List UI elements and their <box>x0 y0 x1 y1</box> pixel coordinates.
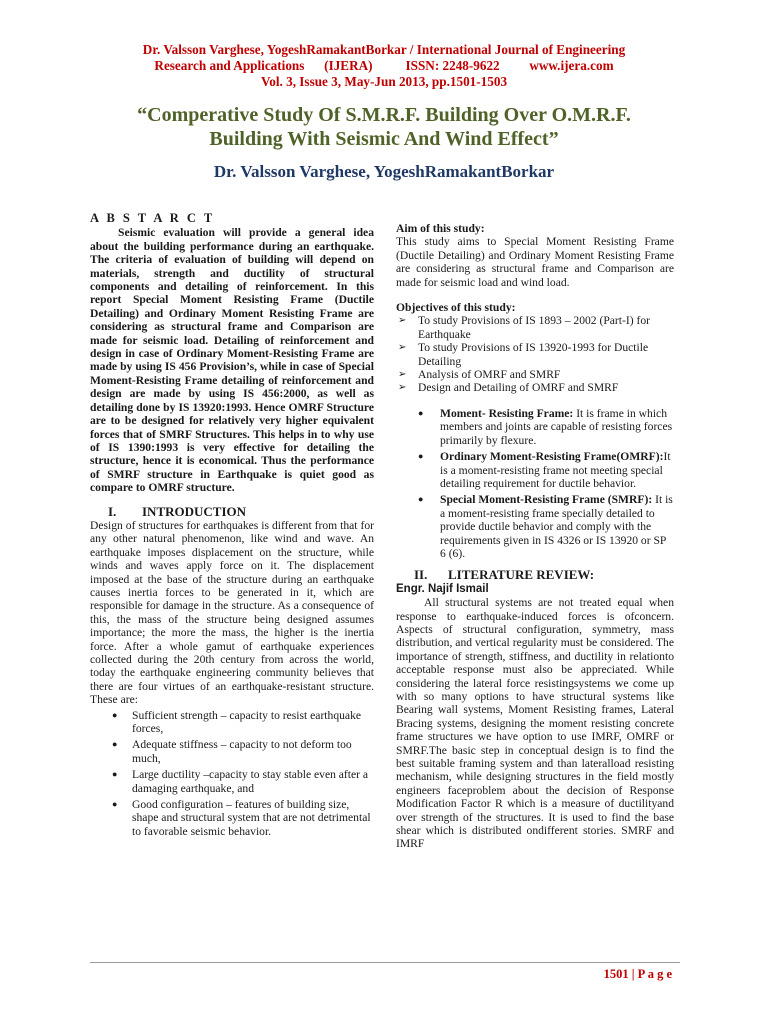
literature-text: All structural systems are not treated equal when response to earthquake-induced forces is ofconcern. Aspects of structural configuration, symmetry, mass distribution, and vertical regularity must be considered. The importance of strength, stiffness, and ductility in relationto acceptable response must also be appreciated. While considering the lateral force resistingsystems we come up with so many options to have structural systems like Bearing wall systems, Moment Resisting frames, Lateral Bracing systems, designing the moment resisting concrete frame structures we have option to use IMRF, OMRF or SMRF.The basic step in conceptual design is to find the best suitable framing system and than lateralload resisting mechanism, while designing structures in the field mostly engineers faceproblem about the decision of Response Modification Factor R which is a measure of ductilityand over strength of the structures. It is used to find the base shear which is distributed ondifferent stories. SMRF and IMRF <box>396 596 674 851</box>
list-item-text: Analysis of OMRF and SMRF <box>418 368 561 382</box>
definition-term: Special Moment-Resisting Frame (SMRF): <box>440 493 653 507</box>
definitions-list <box>396 407 674 560</box>
header-journal-name: Research and Applications <box>154 58 305 73</box>
list-item-text: Good configuration – features of building size, shape and structural system that are not detrimental to favorable seismic behavior. <box>132 798 371 838</box>
list-item <box>90 709 374 736</box>
list-item <box>90 798 374 838</box>
bullet-icon: ● <box>418 407 424 418</box>
intro-heading <box>90 505 374 518</box>
header-line3: Vol. 3, Issue 3, May-Jun 2013, pp.1501-1503 <box>260 74 508 89</box>
header-line2 <box>0 58 768 74</box>
bullet-icon: ● <box>418 451 424 462</box>
literature-author: Engr. Najif Ismail <box>396 582 489 595</box>
header-website[interactable]: www.ijera.com <box>529 58 614 73</box>
list-item-text: Adequate stiffness – capacity to not deform too much, <box>132 738 352 765</box>
arrow-icon: ➢ <box>398 369 407 381</box>
list-item <box>90 738 374 765</box>
paper-authors: Dr. Valsson Varghese, YogeshRamakantBorkar <box>213 162 555 181</box>
intro-text: Design of structures for earthquakes is different from that for any other natural phenomenon, like wind and wave. An earthquake imposes displacement on the structure, while winds and waves apply force on it. The displacement imposed at the base of the structure during an earthquake causes inertia forces to be generated in it, which are responsible for damage in the structure. As a consequence of this, the mass of the structure being designed assumes importance; the more the mass, the higher is the inertia force. After a whole gamut of earthquake experiences collected during the 20th century from across the world, today the earthquake engineering community believes that there are four virtues of an earthquake-resistant structure. These are: <box>90 518 374 707</box>
bullet-icon: ● <box>112 739 118 750</box>
bullet-icon: ● <box>112 709 118 720</box>
bullet-icon: ● <box>418 494 424 505</box>
list-item-text: To study Provisions of IS 13920-1993 for Ductile Detailing <box>418 341 649 368</box>
definition-text: It is a moment-resisting frame not meeting special detailing requirement for ductile behavior. <box>440 450 671 490</box>
list-item-text: Large ductility –capacity to stay stable even after a damaging earthquake, and <box>132 768 369 795</box>
left-column <box>90 212 374 841</box>
title-line2: Building With Seismic And Wind Effect” <box>209 128 559 150</box>
paper-title <box>40 103 728 151</box>
header-line1: Dr. Valsson Varghese, YogeshRamakantBorkar / International Journal of Engineering <box>142 42 626 57</box>
list-item <box>396 368 674 381</box>
bullet-icon: ● <box>112 799 118 810</box>
abstract-heading: A B S T A R C T <box>90 211 215 225</box>
definition-text: It is frame in which members and joints are capable of resisting forces primarily by flexure. <box>440 406 673 447</box>
list-item <box>396 381 674 394</box>
list-item <box>396 450 674 490</box>
journal-header <box>0 42 768 90</box>
list-item <box>396 407 674 447</box>
arrow-icon: ➢ <box>398 382 407 394</box>
right-column <box>396 222 674 851</box>
header-issn: ISSN: 2248-9622 <box>405 58 500 73</box>
list-item <box>90 768 374 795</box>
literature-heading <box>396 568 674 581</box>
footer-divider <box>90 962 680 963</box>
list-item <box>396 493 674 560</box>
header-abbrev: (IJERA) <box>324 58 373 73</box>
objectives-list <box>396 314 674 394</box>
list-item-text: Sufficient strength – capacity to resist earthquake forces, <box>132 708 362 736</box>
definition-term: Ordinary Moment-Resisting Frame(OMRF): <box>440 450 664 464</box>
objectives-heading: Objectives of this study: <box>396 301 516 315</box>
title-line1: “Comperative Study Of S.M.R.F. Building Over O.M.R.F. <box>137 104 631 126</box>
definition-term: Moment- Resisting Frame: <box>440 406 574 420</box>
literature-title: LITERATURE REVIEW: <box>448 567 595 583</box>
literature-number: II. <box>414 567 428 583</box>
virtues-list <box>90 709 374 839</box>
arrow-icon: ➢ <box>398 315 407 327</box>
definition-text: It is a moment-resisting frame specially detailed to provide ductile behavior and comply with the requirements given in IS 4326 or IS 13920 or SP 6 (6). <box>440 493 673 560</box>
list-item <box>396 314 674 341</box>
list-item-text: To study Provisions of IS 1893 – 2002 (Part-I) for Earthquake <box>418 314 651 341</box>
aim-heading: Aim of this study: <box>396 222 485 235</box>
page-number: 1501 | P a g e <box>603 967 672 981</box>
list-item-text: Design and Detailing of OMRF and SMRF <box>418 381 619 395</box>
aim-text: This study aims to Special Moment Resisting Frame (Ductile Detailing) and Ordinary Moment Resisting Frame are considering as structural frame and Comparison are made for seismic load and wind load. <box>396 235 674 289</box>
intro-number: I. <box>108 503 117 519</box>
intro-title: INTRODUCTION <box>142 503 247 519</box>
list-item <box>396 341 674 368</box>
abstract-text: Seismic evaluation will provide a general idea about the building performance during an earthquake. The criteria of evaluation of building will depend on materials, strength and ductility of structural components and detailing of reinforcement. In this report Special Moment Resisting Frame (Ductile Detailing) and Ordinary Moment Resisting Frame are considering as structural frame and Comparison are made for seismic load. Detailing of reinforcement and design in case of Ordinary Moment-Resisting Frame are made by using IS 456 Provision’s, while in case of Special Moment-Resisting Frame detailing of reinforcement and design are made by using IS 456:2000, as well as detailing done by IS 13920:1993. Hence OMRF Structure are to be designed for relatively very higher equivalent forces that of SMRF Structures. This helps in to why use of IS 1390:1993 is very effective for detailing the structure, hence it is economical. Thus the performance of SMRF structure in Earthquake is quiet good as compare to OMRF structure. <box>90 226 374 495</box>
arrow-icon: ➢ <box>398 342 407 354</box>
bullet-icon: ● <box>112 769 118 780</box>
